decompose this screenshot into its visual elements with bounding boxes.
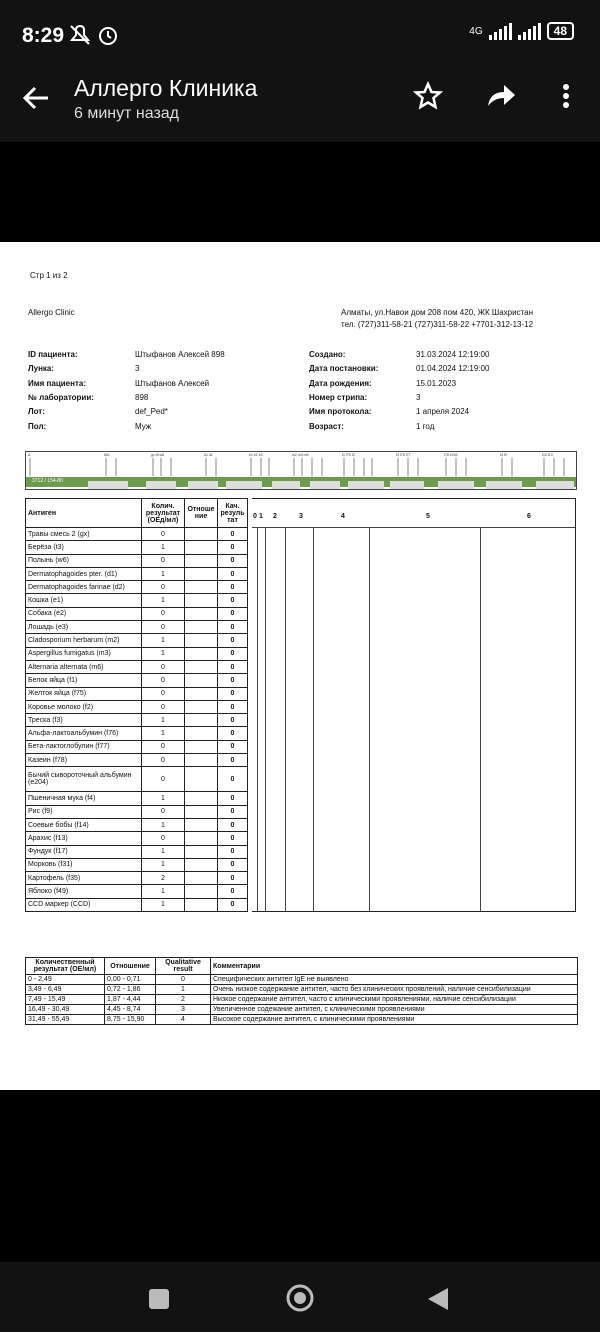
quantity-cell: 0 <box>142 700 185 713</box>
quantity-cell: 1 <box>142 858 185 871</box>
network-status <box>469 22 574 40</box>
svg-text:f3 f76 f77: f3 f76 f77 <box>396 453 411 457</box>
legend-comment: Очень низкое содержание антител, часто без клинических проявлений, наличие сенсибилизации <box>211 985 578 995</box>
legend-table <box>25 957 578 1025</box>
patient-value: def_Ped* <box>135 407 168 416</box>
signal-icon-2 <box>518 22 541 40</box>
quantity-cell: 1 <box>142 885 185 898</box>
quantity-cell: 2 <box>142 872 185 885</box>
table-row <box>26 700 248 713</box>
class-header: 4 <box>341 513 345 520</box>
table-row <box>26 674 248 687</box>
ratio-cell <box>185 805 218 818</box>
class-header: 5 <box>426 513 430 520</box>
legend-ratio: 4,45 - 8,74 <box>105 1005 156 1015</box>
page-label: Стр 1 из 2 <box>30 271 68 280</box>
table-row <box>26 885 248 898</box>
svg-text:e1 e2 e3: e1 e2 e3 <box>249 453 263 457</box>
class-header: 1 <box>259 513 263 520</box>
ratio-cell <box>185 740 218 753</box>
clinic-phones: тел. (727)311-58-21 (727)311-58-22 +7701-312-13-12 <box>341 320 534 329</box>
document-page[interactable] <box>0 242 600 1090</box>
patient-label: Имя протокола: <box>309 407 372 416</box>
qualitative-cell: 0 <box>218 740 248 753</box>
patient-label: Создано: <box>309 350 346 359</box>
ratio-cell <box>185 554 218 567</box>
patient-value: 31.03.2024 12:19:00 <box>416 350 490 359</box>
antigen-cell: Собака (e2) <box>26 607 142 620</box>
navigation-bar <box>0 1262 600 1332</box>
qualitative-cell: 0 <box>218 754 248 767</box>
table-row <box>26 687 248 700</box>
legend-class: 3 <box>156 1005 211 1015</box>
qualitative-cell: 0 <box>218 607 248 620</box>
qualitative-cell: 0 <box>218 687 248 700</box>
antigen-cell: Яблоко (f49) <box>26 885 142 898</box>
antigen-cell: Dermatophagoides pter. (d1) <box>26 567 142 580</box>
quantity-cell: 0 <box>142 832 185 845</box>
ratio-cell <box>185 674 218 687</box>
ratio-cell <box>185 818 218 831</box>
strip-code: 3712 / 154-80 <box>32 478 63 484</box>
patient-value: Штыфанов Алексей <box>135 379 210 388</box>
qualitative-cell: 0 <box>218 792 248 805</box>
qualitative-cell: 0 <box>218 805 248 818</box>
table-row <box>26 767 248 792</box>
legend-comment: Низкое содержание антител, часто с клиническими проявлениями, наличие сенсибилизации <box>211 995 578 1005</box>
legend-class: 4 <box>156 1015 211 1025</box>
table-row <box>26 740 248 753</box>
table-row <box>26 660 248 673</box>
ratio-cell <box>185 607 218 620</box>
ratio-cell <box>185 647 218 660</box>
ratio-cell <box>185 660 218 673</box>
legend-ratio: 8,75 - 15,90 <box>105 1015 156 1025</box>
table-row <box>26 594 248 607</box>
svg-text:A: A <box>28 453 31 457</box>
patient-label: № лаборатории: <box>28 393 94 402</box>
quantity-cell: 1 <box>142 727 185 740</box>
qualitative-cell: 0 <box>218 872 248 885</box>
qualitative-cell: 0 <box>218 845 248 858</box>
qualitative-cell: 0 <box>218 567 248 580</box>
table-row <box>26 554 248 567</box>
ratio-cell <box>185 700 218 713</box>
header-ratio: Отноше ние <box>185 499 218 528</box>
table-row <box>26 567 248 580</box>
legend-range: 31,49 - 55,49 <box>26 1015 105 1025</box>
antigen-cell: Соевые бобы (f14) <box>26 818 142 831</box>
quantity-cell: 1 <box>142 845 185 858</box>
legend-ratio: 0,00 - 0,71 <box>105 975 156 985</box>
qualitative-cell: 0 <box>218 767 248 792</box>
patient-value: 01.04.2024 12:19:00 <box>416 364 490 373</box>
antigen-cell: Dermatophagoides farinae (d2) <box>26 581 142 594</box>
recent-apps-button[interactable] <box>147 1287 171 1316</box>
quantity-cell: 0 <box>142 740 185 753</box>
table-row <box>26 541 248 554</box>
ratio-cell <box>185 528 218 541</box>
quantity-cell: 0 <box>142 687 185 700</box>
svg-text:f14 f13: f14 f13 <box>542 453 553 457</box>
antigen-cell: Казеин (f78) <box>26 754 142 767</box>
table-row <box>26 792 248 805</box>
qualitative-cell: 0 <box>218 554 248 567</box>
quantity-cell: 0 <box>142 581 185 594</box>
qualitative-cell: 0 <box>218 541 248 554</box>
patient-value: 1 год <box>416 422 435 431</box>
table-row <box>26 818 248 831</box>
ratio-cell <box>185 767 218 792</box>
svg-text:f78 e204: f78 e204 <box>444 453 458 457</box>
quantity-cell: 0 <box>142 621 185 634</box>
status-bar <box>0 0 600 70</box>
qualitative-cell: 0 <box>218 660 248 673</box>
legend-class: 1 <box>156 985 211 995</box>
test-strip-image <box>25 451 577 490</box>
qualitative-cell: 0 <box>218 898 248 911</box>
legend-ratio: 1,87 - 4,44 <box>105 995 156 1005</box>
patient-label: Лунка: <box>28 364 55 373</box>
ratio-cell <box>185 727 218 740</box>
quantity-cell: 0 <box>142 554 185 567</box>
legend-comment: Увеличенное содежание антител, с клиническими проявлениями <box>211 1005 578 1015</box>
chat-subtitle: 6 минут назад <box>74 105 180 122</box>
quantity-cell: 1 <box>142 714 185 727</box>
more-options-icon[interactable] <box>556 80 576 119</box>
antigen-cell: Арахис (f13) <box>26 832 142 845</box>
antigen-cell: Желток яйца (f75) <box>26 687 142 700</box>
qualitative-cell: 0 <box>218 700 248 713</box>
quantity-cell: 1 <box>142 567 185 580</box>
quantity-cell: 1 <box>142 541 185 554</box>
class-header: 0 <box>253 513 257 520</box>
qualitative-cell: 0 <box>218 634 248 647</box>
table-row <box>26 714 248 727</box>
ratio-cell <box>185 872 218 885</box>
ratio-cell <box>185 634 218 647</box>
patient-label: Имя пациента: <box>28 379 86 388</box>
table-row <box>26 607 248 620</box>
quantity-cell: 1 <box>142 792 185 805</box>
patient-label: Возраст: <box>309 422 344 431</box>
quantity-cell: 1 <box>142 647 185 660</box>
svg-text:Mix: Mix <box>104 453 110 457</box>
quantity-cell: 1 <box>142 898 185 911</box>
legend-row <box>26 975 578 985</box>
ratio-cell <box>185 832 218 845</box>
legend-row <box>26 995 578 1005</box>
quantity-cell: 0 <box>142 528 185 541</box>
quantity-cell: 1 <box>142 634 185 647</box>
antigen-cell: Белок яйца (f1) <box>26 674 142 687</box>
ratio-cell <box>185 845 218 858</box>
strip-bands <box>26 477 576 487</box>
legend-ratio: 0,72 - 1,86 <box>105 985 156 995</box>
patient-value: 1 апреля 2024 <box>416 407 470 416</box>
quantity-cell: 0 <box>142 754 185 767</box>
svg-text:f4 f9: f4 f9 <box>500 453 507 457</box>
antigen-cell: Треска (f3) <box>26 714 142 727</box>
clinic-address: Алматы, ул.Навои дом 208 пом 420, ЖК Шахристан <box>341 308 533 317</box>
share-icon[interactable] <box>484 80 518 119</box>
quantity-cell: 0 <box>142 674 185 687</box>
svg-text:gx t3 w6: gx t3 w6 <box>151 453 165 457</box>
antigen-cell: Полынь (w6) <box>26 554 142 567</box>
antigen-cell: Коровье молоко (f2) <box>26 700 142 713</box>
legend-header-comment: Комментарии <box>211 958 578 975</box>
legend-header-ratio: Отношение <box>105 958 156 975</box>
qualitative-cell: 0 <box>218 621 248 634</box>
battery-icon: 48 <box>547 22 574 40</box>
svg-text:f1 f75 f2: f1 f75 f2 <box>342 453 355 457</box>
class-graph <box>252 498 576 912</box>
quantity-cell: 1 <box>142 594 185 607</box>
antigen-cell: Рис (f9) <box>26 805 142 818</box>
qualitative-cell: 0 <box>218 594 248 607</box>
table-row <box>26 634 248 647</box>
qualitative-cell: 0 <box>218 832 248 845</box>
table-row <box>26 621 248 634</box>
legend-range: 16,49 - 30,49 <box>26 1005 105 1015</box>
qualitative-cell: 0 <box>218 581 248 594</box>
antigen-cell: Aspergillus fumigatus (m3) <box>26 647 142 660</box>
quantity-cell: 0 <box>142 805 185 818</box>
legend-comment: Высокое содержание антител, с клиническими проявлениями <box>211 1015 578 1025</box>
ratio-cell <box>185 898 218 911</box>
patient-value: 15.01.2023 <box>416 379 457 388</box>
ratio-cell <box>185 754 218 767</box>
legend-class: 0 <box>156 975 211 985</box>
back-arrow-icon[interactable] <box>20 82 52 122</box>
ratio-cell <box>185 567 218 580</box>
quantity-cell: 0 <box>142 660 185 673</box>
svg-text:d1 d2: d1 d2 <box>204 453 213 457</box>
table-row <box>26 581 248 594</box>
table-row <box>26 727 248 740</box>
table-row <box>26 805 248 818</box>
antigen-cell: Бета-лактоглобулин (f77) <box>26 740 142 753</box>
header-qualitative: Кач. резуль тат <box>218 499 248 528</box>
home-button[interactable] <box>284 1282 316 1319</box>
patient-label: ID пациента: <box>28 350 78 359</box>
antigen-cell: Фундук (f17) <box>26 845 142 858</box>
network-type: 4G <box>469 25 483 37</box>
table-row <box>26 647 248 660</box>
patient-value: Штыфанов Алексей 898 <box>135 350 225 359</box>
ratio-cell <box>185 714 218 727</box>
legend-header-quant: Количественный результат (OE/мл) <box>26 958 105 975</box>
mute-icon <box>68 23 118 53</box>
svg-text:m2 m3 m6: m2 m3 m6 <box>292 453 309 457</box>
ratio-cell <box>185 594 218 607</box>
patient-label: Номер стрипа: <box>309 393 368 402</box>
ratio-cell <box>185 792 218 805</box>
qualitative-cell: 0 <box>218 714 248 727</box>
table-row <box>26 858 248 871</box>
legend-row <box>26 1015 578 1025</box>
legend-row <box>26 985 578 995</box>
patient-label: Пол: <box>28 422 47 431</box>
qualitative-cell: 0 <box>218 528 248 541</box>
table-row <box>26 845 248 858</box>
class-header: 2 <box>273 513 277 520</box>
app-bar <box>0 70 600 142</box>
legend-header-qual: Qualitative result <box>156 958 211 975</box>
star-icon[interactable] <box>412 80 444 119</box>
patient-value: Муж <box>135 422 152 431</box>
legend-class: 2 <box>156 995 211 1005</box>
qualitative-cell: 0 <box>218 674 248 687</box>
header-quantity: Колич. результат (OEд/мл) <box>142 499 185 528</box>
qualitative-cell: 0 <box>218 727 248 740</box>
clinic-name: Allergo Clinic <box>28 308 75 317</box>
antigen-cell: Картофель (f35) <box>26 872 142 885</box>
table-row <box>26 754 248 767</box>
legend-range: 3,49 - 6,49 <box>26 985 105 995</box>
patient-value: 3 <box>135 364 140 373</box>
class-header: 6 <box>527 513 531 520</box>
qualitative-cell: 0 <box>218 858 248 871</box>
patient-label: Дата постановки: <box>309 364 379 373</box>
chat-title: Аллерго Клиника <box>74 75 258 101</box>
antigen-cell: Берёза (t3) <box>26 541 142 554</box>
legend-range: 0 - 2,49 <box>26 975 105 985</box>
antigen-cell: Травы смесь 2 (gx) <box>26 528 142 541</box>
patient-label: Лот: <box>28 407 45 416</box>
signal-icon <box>489 22 512 40</box>
antigen-cell: Лошадь (e3) <box>26 621 142 634</box>
antigen-cell: Альфа-лактоальбумин (f76) <box>26 727 142 740</box>
qualitative-cell: 0 <box>218 647 248 660</box>
table-row <box>26 872 248 885</box>
ratio-cell <box>185 687 218 700</box>
patient-label: Дата рождения: <box>309 379 372 388</box>
patient-value: 3 <box>416 393 421 402</box>
quantity-cell: 0 <box>142 767 185 792</box>
ratio-cell <box>185 541 218 554</box>
quantity-cell: 1 <box>142 818 185 831</box>
results-table <box>25 498 248 912</box>
antigen-cell: Cladosporium herbarum (m2) <box>26 634 142 647</box>
back-button[interactable] <box>426 1286 450 1317</box>
table-row <box>26 528 248 541</box>
ratio-cell <box>185 885 218 898</box>
ratio-cell <box>185 621 218 634</box>
antigen-cell: CCD маркер (CCD) <box>26 898 142 911</box>
status-time: 8:29 <box>22 24 65 47</box>
legend-row <box>26 1005 578 1015</box>
class-header: 3 <box>299 513 303 520</box>
table-row <box>26 832 248 845</box>
ratio-cell <box>185 581 218 594</box>
antigen-cell: Alternaria alternata (m6) <box>26 660 142 673</box>
antigen-cell: Морковь (f31) <box>26 858 142 871</box>
qualitative-cell: 0 <box>218 885 248 898</box>
legend-range: 7,49 - 15,49 <box>26 995 105 1005</box>
antigen-cell: Пшеничная мука (f4) <box>26 792 142 805</box>
table-row <box>26 898 248 911</box>
legend-comment: Специфических антител IgE не выявлено <box>211 975 578 985</box>
ratio-cell <box>185 858 218 871</box>
antigen-cell: Кошка (e1) <box>26 594 142 607</box>
qualitative-cell: 0 <box>218 818 248 831</box>
patient-value: 898 <box>135 393 149 402</box>
antigen-cell: Бычий сывороточный альбумин (e204) <box>26 767 142 792</box>
header-antigen: Антиген <box>26 499 142 528</box>
quantity-cell: 0 <box>142 607 185 620</box>
